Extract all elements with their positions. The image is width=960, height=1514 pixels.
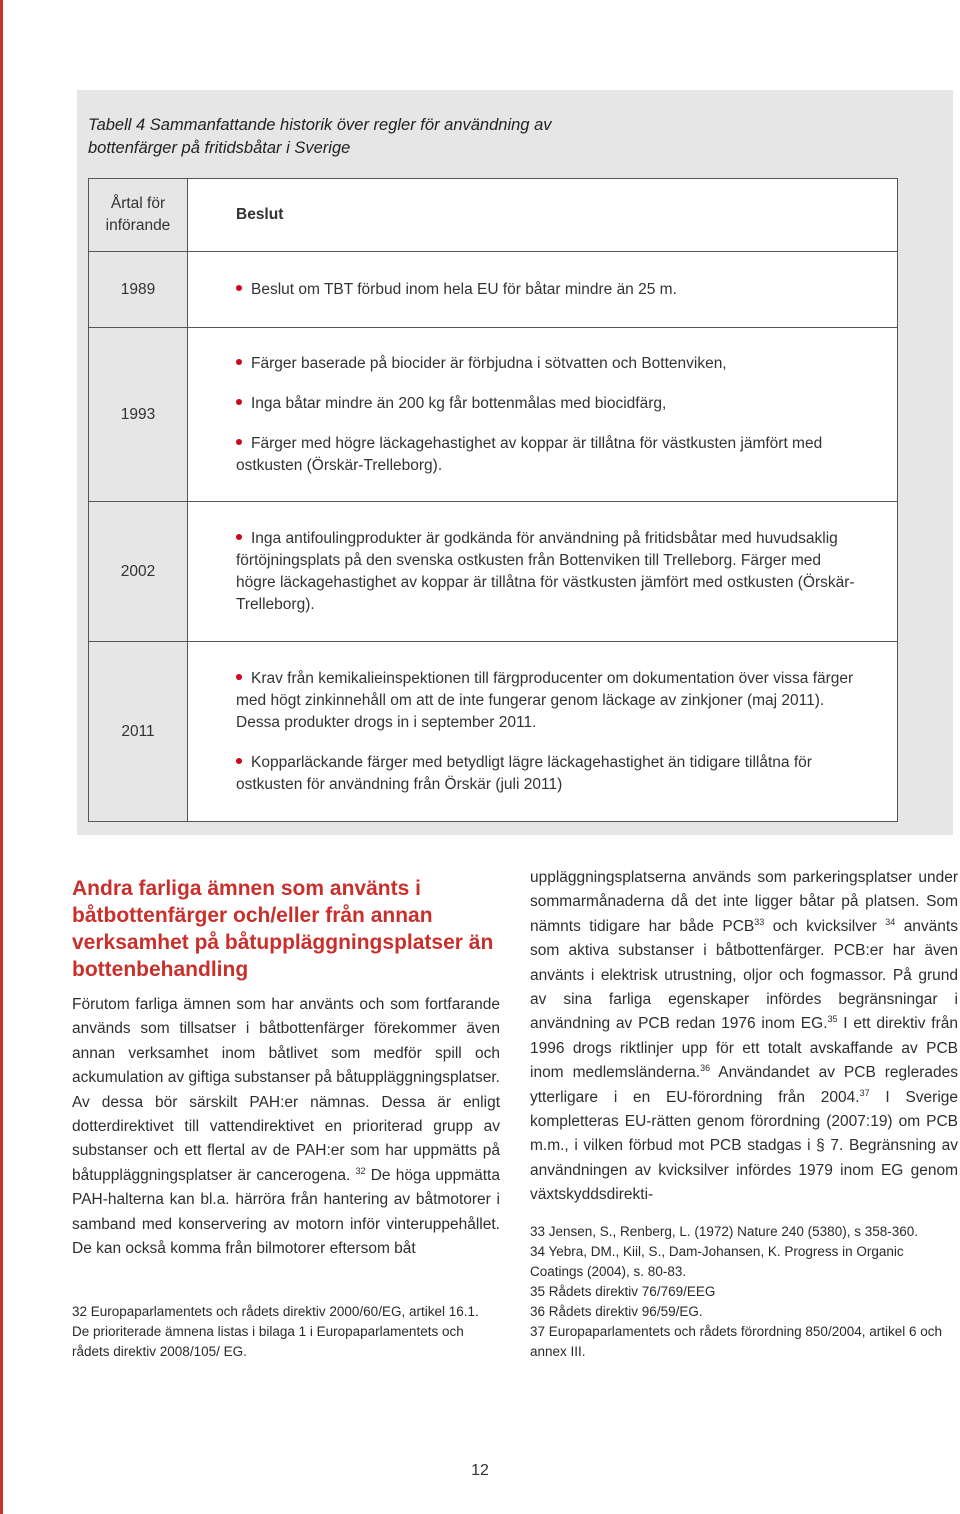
bullet-icon: [236, 399, 242, 405]
row-year: 1989: [89, 252, 188, 328]
footnote-ref: 37: [859, 1087, 870, 1098]
bullet-icon: [236, 439, 242, 445]
table-row: [89, 502, 898, 642]
row-year: 2002: [89, 502, 188, 642]
footnote-ref: 32: [355, 1165, 366, 1176]
page-number: 12: [471, 1462, 489, 1479]
header-decision: Beslut: [188, 179, 898, 252]
bullet-item: Kopparläckande färger med betydligt lägre läckagehastighet än tidigare tillåtna för ostkusten för användning från Örskär (juli 2011): [236, 753, 812, 793]
table-row: [89, 252, 898, 328]
table-row: [89, 328, 898, 502]
footnotes-right: [530, 1222, 950, 1362]
bullet-icon: [236, 285, 242, 291]
bullet-icon: [236, 534, 242, 540]
history-table: [88, 178, 898, 822]
footnotes-left: [72, 1302, 482, 1362]
row-year: 1993: [89, 328, 188, 502]
bullet-icon: [236, 359, 242, 365]
bullet-item: Färger med högre läckagehastighet av koppar är tillåtna för västkusten jämfört med ostkusten (Örskär-Trelleborg).: [236, 434, 823, 474]
table-row: [89, 642, 898, 822]
footnote-ref: 35: [827, 1014, 838, 1025]
table-header-row: [89, 179, 898, 252]
page-edge-stripe: [0, 0, 3, 1514]
footnote: 35 Rådets direktiv 76/769/EEG: [530, 1284, 716, 1299]
footnote: 37 Europaparlamentets och rådets förordning 850/2004, artikel 6 och annex III.: [530, 1324, 943, 1359]
row-decision: [188, 328, 898, 502]
row-decision: [188, 252, 898, 328]
footnote: 32 Europaparlamentets och rådets direktiv 2000/60/EG, artikel 16.1. De prioriterade ämnena listas i bilaga 1 i Europaparlamentets och rådets direktiv 2008/105/ EG.: [72, 1304, 479, 1359]
bullet-item: Beslut om TBT förbud inom hela EU för båtar mindre än 25 m.: [236, 279, 861, 301]
footnote-ref: 34: [885, 916, 896, 927]
row-decision: [188, 502, 898, 642]
row-year: 2011: [89, 642, 188, 822]
bullet-item: Krav från kemikalieinspektionen till färgproducenter om dokumentation över vissa färger med högt zinkinnehåll om att de inte fungerar genom läckage av zinkjoner (maj 2011). Dessa produkter drogs in i september 2011.: [236, 669, 854, 731]
bullet-icon: [236, 758, 242, 764]
footnote: 34 Yebra, DM., Kiil, S., Dam-Johansen, K. Progress in Organic Coatings (2004), s. 80-83.: [530, 1244, 904, 1279]
bullet-item: Inga båtar mindre än 200 kg får bottenmålas med biocidfärg,: [236, 393, 861, 415]
bullet-item: Färger baserade på biocider är förbjudna i sötvatten och Bottenviken,: [236, 353, 861, 375]
footnote: 36 Rådets direktiv 96/59/EG.: [530, 1304, 703, 1319]
body-text-left: Förutom farliga ämnen som har använts och som fortfarande används som tillsatser i båtbottenfärger förekommer även annan verksamhet inom båtlivet som medför spill och ackumulation av giftiga substanser på båtuppläggningsplatser. Av dessa bör särskilt PAH:er nämnas. Dessa är enligt dotterdirektivet till vattendirektivet en prioriterad grupp av substanser och ett flertal av de PAH:er som har uppmätts på båtuppläggningsplatser är cancerogena. $^{32}$ De höga uppmätta PAH-halterna kan bl.a. härröra från hantering av båtmotorer i samband med konservering av motorn inför vinteruppehållet. De kan också komma från bilmotorer eftersom båt: [72, 996, 500, 1258]
footnote: 33 Jensen, S., Renberg, L. (1972) Nature 240 (5380), s 358-360.: [530, 1224, 918, 1239]
table-caption: Tabell 4 Sammanfattande historik över regler för användning av bottenfärger på fritidsbåtar i Sverige: [88, 116, 552, 157]
footnote-ref: 36: [700, 1063, 711, 1074]
bullet-item: Inga antifoulingprodukter är godkända för användning på fritidsbåtar med huvudsaklig förtöjningsplats på den svenska ostkusten från Bottenviken till Trelleborg. Färger med högre läckagehastighet av koppar är tillåtna för västkusten jämfört med ostkusten (Örskär-Trelleborg).: [236, 529, 855, 613]
header-year: Årtal för införande: [89, 179, 188, 252]
row-decision: [188, 642, 898, 822]
body-text-right: uppläggningsplatserna används som parkeringsplatser under sommarmånaderna då det inte ligger båtar på platsen. Som nämnts tidigare har både PCB$^{33}$ och kvicksilver $^{34}$ använts som aktiva substanser i båtbottenfärger. PCB:er har även använts i elektrisk utrustning, oljor och fogmassor. På grund av sina farliga egenskaper infördes begränsningar i användning av PCB redan 1976 inom EG.$^{35}$ I ett direktiv från 1996 drogs riktlinjer upp för ett totalt avskaffande av PCB inom medlemsländerna.$^{36}$ Användandet av PCB reglerades ytterligare i en EU-förordning från 2004.37 I Sverige kompletteras EU-rätten genom förordning (2007:19) om PCB m.m., i vilken förbud mot PCB stadgas i § 7. Begränsning av användningen av kvicksilver infördes 1979 inom EG genom växtskyddsdirekti-: [530, 869, 959, 1204]
section-heading: Andra farliga ämnen som använts i båtbottenfärger och/eller från annan verksamhet på båtuppläggningsplatser än bottenbehandling: [72, 877, 494, 981]
footnote-ref: 33: [754, 916, 765, 927]
bullet-icon: [236, 674, 242, 680]
